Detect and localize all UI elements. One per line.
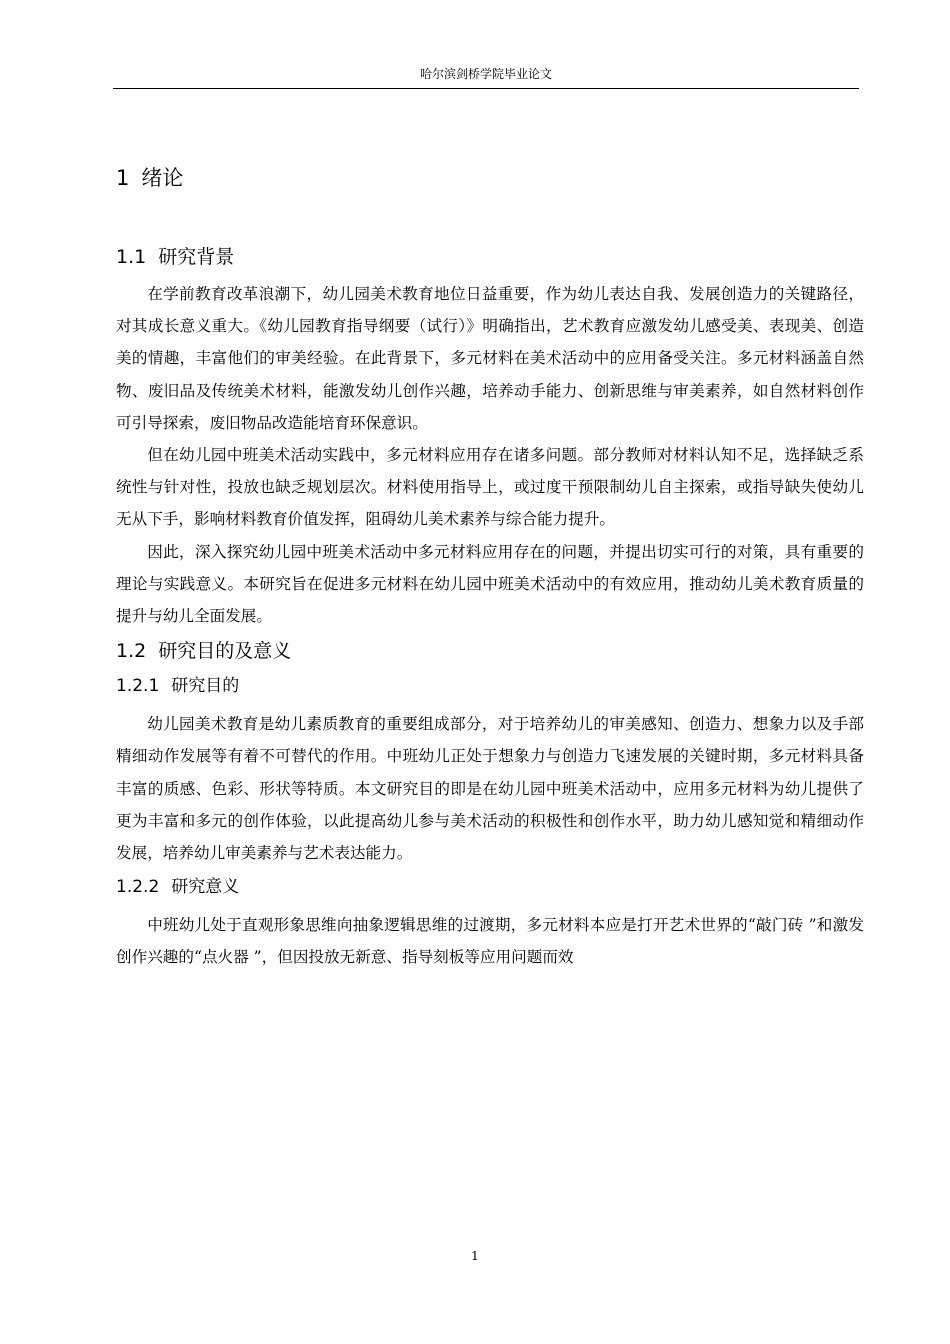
paragraph-significance: 中班幼儿处于直观形象思维向抽象逻辑思维的过渡期，多元材料本应是打开艺术世界的“敲门砖 ”和激发创作兴趣的“点火器 ”，但因投放无新意、指导刻板等应用问题而效 [116,916,864,967]
chapter-number: 1 [116,166,130,190]
section-1-1-title: 研究背景 [158,246,235,268]
page-number: 1 [471,1249,479,1263]
section-1-2-title: 研究目的及意义 [158,640,292,663]
paragraph-background-2: 但在幼儿园中班美术活动实践中，多元材料应用存在诸多问题。部分教师对材料认知不足，选择缺乏系统性与针对性，投放也缺乏规划层次。材料使用指导上，或过度干预限制幼儿自主探索，或指导缺失使幼儿无从下手，影响材料教育价值发挥，阻碍幼儿美术素养与综合能力提升。 [116,446,864,529]
page-footer [0,1248,950,1264]
paragraph-purpose: 幼儿园美术教育是幼儿素质教育的重要组成部分，对于培养幼儿的审美感知、创造力、想象力以及手部精细动作发展等有着不可替代的作用。中班幼儿正处于想象力与创造力飞速发展的关键时期，多元材料具备丰富的质感、色彩、形状等特质。本文研究目的即是在幼儿园中班美术活动中，应用多元材料为幼儿提供了更为丰富和多元的创作体验，以此提高幼儿参与美术活动的积极性和创作水平，助力幼儿感知觉和精细动作发展，培养幼儿审美素养与艺术表达能力。 [116,715,864,863]
section-1-2-heading [116,636,864,666]
page-header [113,66,859,89]
section-1-2-2-number: 1.2.2 [116,877,160,898]
chapter-heading [116,158,864,198]
document-body [116,158,864,974]
paragraph-background-1: 在学前教育改革浪潮下，幼儿园美术教育地位日益重要，作为幼儿表达自我、发展创造力的关键路径，对其成长意义重大。《幼儿园教育指导纲要（试行）》明确指出，艺术教育应激发幼儿感受美、表现美、创造美的情趣，丰富他们的审美经验。在此背景下，多元材料在美术活动中的应用备受关注。多元材料涵盖自然物、废旧品及传统美术材料，能激发幼儿创作兴趣，培养动手能力、创新思维与审美素养，如自然材料创作可引导探索，废旧物品改造能培育环保意识。 [116,285,864,432]
section-1-2-2-title: 研究意义 [171,877,240,898]
section-1-2-number: 1.2 [116,640,147,663]
header-title: 哈尔滨剑桥学院毕业论文 [419,67,552,81]
section-1-1-number: 1.1 [116,246,147,268]
section-1-2-1-heading [116,672,864,700]
paragraph-background-3: 因此，深入探究幼儿园中班美术活动中多元材料应用存在的问题，并提出切实可行的对策，具有重要的理论与实践意义。本研究旨在促进多元材料在幼儿园中班美术活动中的有效应用，推动幼儿美术教育质量的提升与幼儿全面发展。 [116,542,864,626]
section-1-2-1-title: 研究目的 [171,676,240,697]
section-1-1-heading [116,242,864,272]
chapter-title: 绪论 [141,166,184,190]
section-1-2-2-heading [116,873,864,901]
section-1-2-1-number: 1.2.1 [116,676,160,697]
